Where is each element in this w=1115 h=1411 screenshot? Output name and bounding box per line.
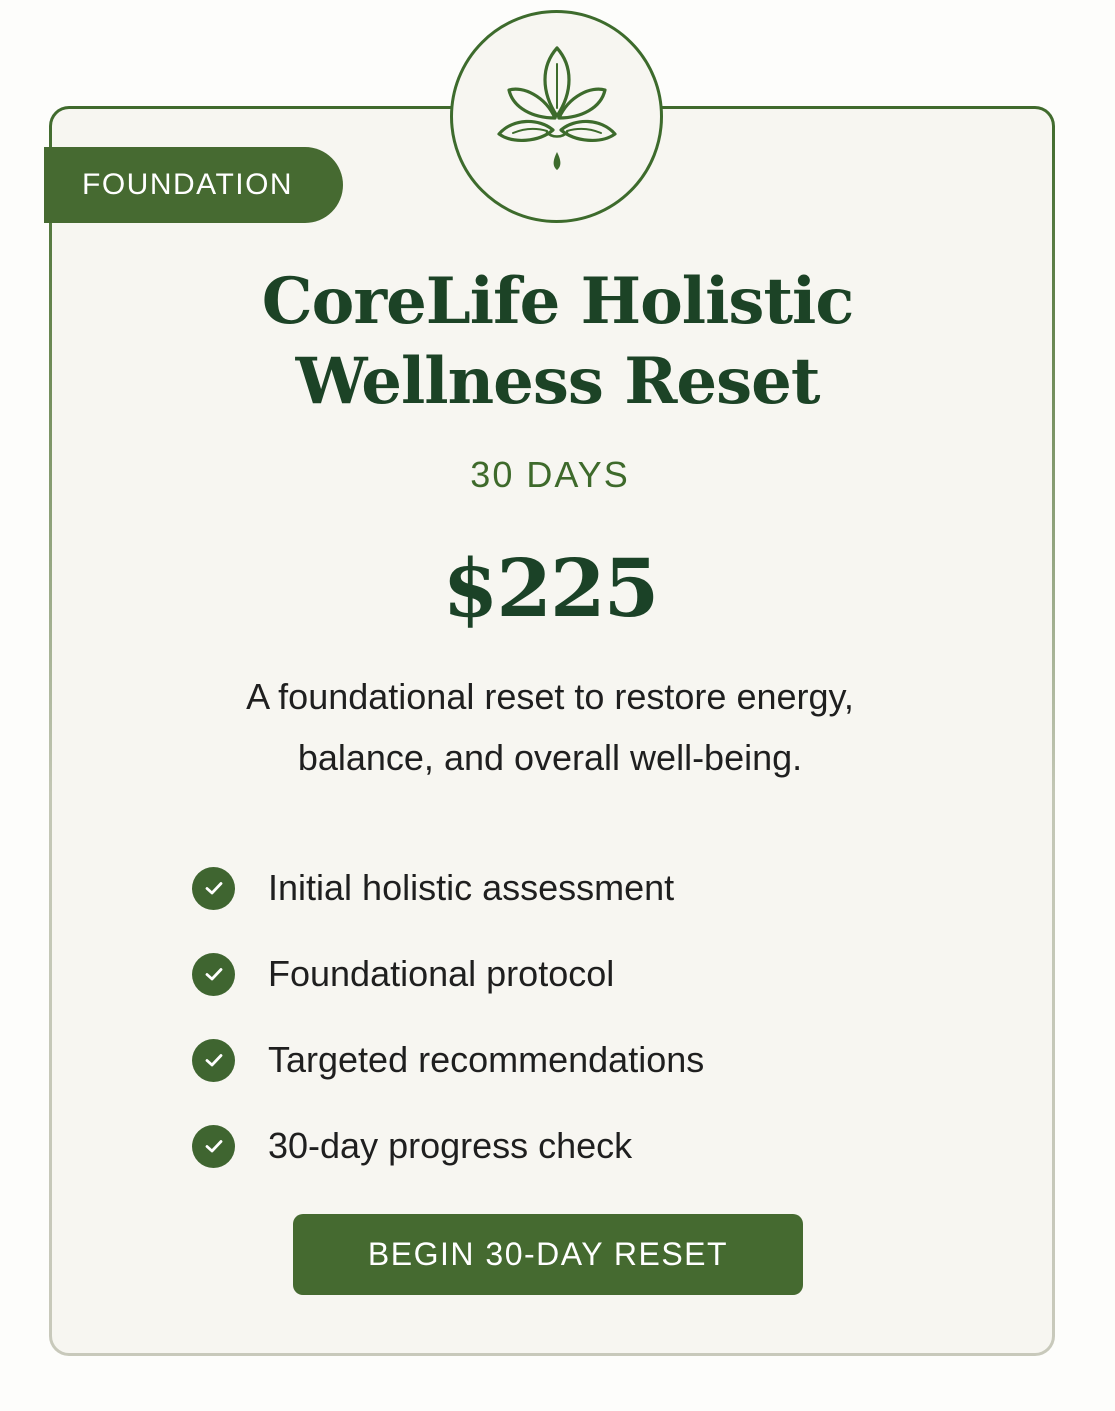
plan-duration: 30 DAYS [470,454,630,495]
check-circle-icon [192,953,235,996]
plan-price: $225 [442,541,658,635]
feature-text: Foundational protocol [268,953,615,994]
feature-text: 30-day progress check [268,1125,633,1166]
check-circle-icon [192,1039,235,1082]
plan-title: CoreLife Holistic Wellness Reset [261,264,854,419]
plan-description: A foundational reset to restore energy, balance, and overall well-being. [246,676,854,778]
emblem [450,10,663,223]
feature-item [192,1017,892,1103]
lotus-leaf-icon [497,42,617,192]
check-circle-icon [192,1125,235,1168]
feature-item [192,1103,892,1189]
feature-item [192,845,892,931]
feature-list [192,845,892,1189]
feature-text: Initial holistic assessment [268,867,675,908]
feature-item [192,931,892,1017]
check-circle-icon [192,867,235,910]
begin-reset-button[interactable]: BEGIN 30-DAY RESET [293,1214,803,1295]
tier-badge: FOUNDATION [44,147,343,223]
feature-text: Targeted recommendations [268,1039,705,1080]
